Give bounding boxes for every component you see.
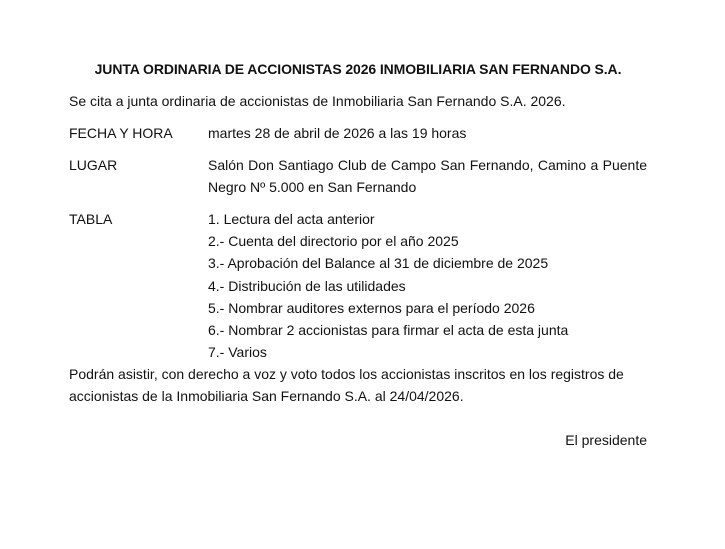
lugar-label: LUGAR bbox=[69, 157, 118, 173]
agenda-item: 1. Lectura del acta anterior bbox=[208, 211, 375, 227]
lugar-value: Salón Don Santiago Club de Campo San Fernando, Camino a Puente Negro Nº 5.000 en San Fernando bbox=[208, 157, 647, 195]
intro-paragraph: Se cita a junta ordinaria de accionistas de Inmobiliaria San Fernando S.A. 2026. bbox=[69, 93, 566, 109]
agenda-item: 3.- Aprobación del Balance al 31 de diciembre de 2025 bbox=[208, 255, 549, 272]
agenda-item: 5.- Nombrar auditores externos para el período 2026 bbox=[208, 299, 535, 316]
agenda-list bbox=[208, 208, 647, 363]
agenda-item: 6.- Nombrar 2 accionistas para firmar el acta de esta junta bbox=[208, 322, 569, 339]
tabla-agenda bbox=[208, 208, 647, 363]
closing-paragraph: Podrán asistir, con derecho a voz y voto todos los accionistas inscritos en los registros de accionistas de la Inmobiliaria San Fernando S.A. al 24/04/2026. bbox=[69, 366, 624, 405]
agenda-item: 7.- Varios bbox=[208, 344, 267, 361]
fecha-value: martes 28 de abril de 2026 a las 19 horas bbox=[208, 125, 467, 141]
agenda-item: 4.- Distribución de las utilidades bbox=[208, 277, 406, 294]
document-title: JUNTA ORDINARIA DE ACCIONISTAS 2026 INMOBILIARIA SAN FERNANDO S.A. bbox=[94, 61, 622, 77]
document-body bbox=[69, 58, 647, 451]
fecha-label: FECHA Y HORA bbox=[69, 125, 173, 141]
lugar-row bbox=[69, 154, 647, 198]
tabla-row bbox=[69, 208, 647, 363]
agenda-item: 2.- Cuenta del directorio por el año 2025 bbox=[208, 233, 459, 250]
signature: El presidente bbox=[565, 432, 647, 449]
tabla-label: TABLA bbox=[69, 211, 113, 227]
fecha-row bbox=[69, 122, 647, 144]
